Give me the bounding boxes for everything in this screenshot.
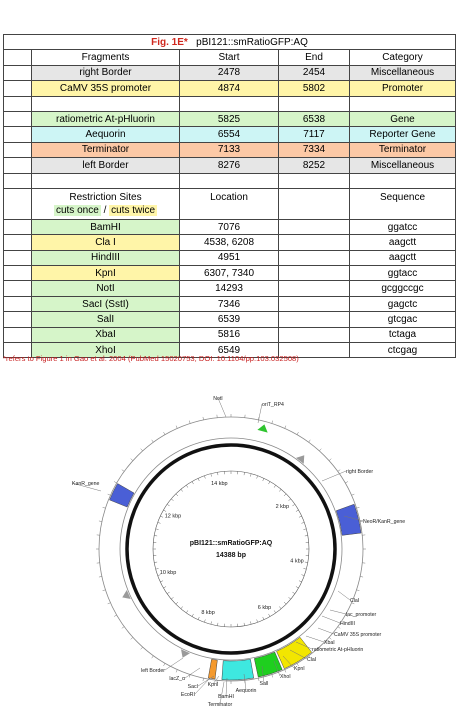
scale-tick (211, 621, 212, 624)
site-name: SacI (SstI) (32, 296, 180, 311)
scale-tick (204, 476, 205, 479)
scale-tick (305, 562, 308, 563)
kanr-gene-feature (110, 484, 134, 508)
scale-tick (274, 610, 276, 612)
fragment-name: Terminator (32, 142, 180, 157)
outer-tick (203, 417, 204, 420)
map-label-bamHI: BamHI (218, 694, 234, 700)
map-label-claI-top: ClaI (350, 598, 360, 604)
map-label-claI-low: ClaI (307, 657, 317, 663)
scale-tick (305, 535, 308, 536)
map-label-lacZ: lacZ_α (169, 676, 185, 682)
outer-tick (99, 521, 102, 522)
fragment-end: 8252 (279, 158, 350, 173)
scale-tick (154, 562, 157, 563)
scale-tick-label: 4 kbp (290, 558, 304, 565)
table-title (4, 35, 456, 50)
fragment-start (180, 96, 279, 111)
site-sequence: ctcgag (350, 343, 456, 358)
site-name: XbaI (32, 327, 180, 342)
map-label-hindIII: HindIII (340, 621, 355, 627)
outer-tick (345, 482, 348, 484)
site-name: XhoI (32, 343, 180, 358)
map-label-kpnI-left: KpnI (207, 682, 219, 688)
fragment-end: 7117 (279, 127, 350, 142)
outer-tick (285, 426, 286, 429)
label-leader-line (306, 636, 324, 642)
spacer-row (4, 173, 456, 188)
scale-tick (156, 568, 159, 569)
outer-tick (164, 432, 166, 435)
scale-tick (263, 478, 264, 481)
scale-tick (154, 535, 157, 536)
fragment-category: Miscellaneous (350, 65, 456, 80)
scale-tick (211, 474, 212, 477)
pHluorin-feature (254, 652, 282, 677)
fragment-name: Aequorin (32, 127, 180, 142)
scale-tick (158, 522, 161, 523)
outer-tick (108, 603, 111, 604)
fragment-start: 7133 (180, 142, 279, 157)
scale-tick (299, 516, 302, 517)
outer-tick (285, 670, 286, 673)
scale-tick-label: 2 kbp (275, 503, 290, 510)
site-sequence: gtcgac (350, 312, 456, 327)
orit-marker (257, 424, 267, 432)
scale-tick (292, 504, 294, 506)
scale-tick-label: 14 kbp (211, 481, 228, 488)
fragment-category: Terminator (350, 142, 456, 157)
site-name: HindIII (32, 250, 180, 265)
scale-tick (167, 504, 169, 506)
plasmid-info-table (3, 34, 456, 358)
outer-tick (164, 663, 166, 666)
label-leader-line (338, 591, 350, 600)
restriction-site-row (4, 296, 456, 311)
outer-tick (114, 482, 117, 484)
fragment-name: ratiometric At-pHluorin (32, 111, 180, 126)
restriction-site-row (4, 266, 456, 281)
restriction-site-row (4, 312, 456, 327)
restriction-sites-title: Restriction Sites (69, 191, 142, 203)
outer-tick (357, 507, 360, 508)
scale-tick (301, 575, 304, 576)
outer-tick (352, 494, 355, 495)
fragment-category: Reporter Gene (350, 127, 456, 142)
fragment-name: left Border (32, 158, 180, 173)
map-label-sacI: SacI (187, 684, 198, 690)
outer-tick (189, 421, 190, 424)
legend-cuts-once: cuts once (55, 204, 99, 216)
fragment-name: CaMV 35S promoter (32, 81, 180, 96)
fragment-start: 5825 (180, 111, 279, 126)
map-plasmid-name: pBI121::smRatioGFP:AQ (189, 540, 273, 547)
header-end: End (279, 50, 350, 65)
fragment-row (4, 111, 456, 126)
header-location-label: Location (210, 191, 248, 203)
restriction-site-row (4, 219, 456, 234)
site-sequence: aagctt (350, 250, 456, 265)
outer-tick (103, 590, 106, 591)
restriction-header-row (4, 188, 456, 219)
label-leader-line (318, 628, 334, 634)
fragment-row (4, 96, 456, 111)
legend-cuts-twice: cuts twice (111, 204, 156, 216)
scale-tick (204, 619, 205, 622)
scale-tick (292, 592, 294, 594)
map-label-ecoRI: EcoRI (180, 692, 195, 698)
fragment-end: 6538 (279, 111, 350, 126)
outer-tick (152, 440, 154, 442)
outer-tick (297, 432, 299, 435)
scale-tick (163, 587, 166, 589)
header-restriction-sites (32, 188, 180, 219)
outer-tick (203, 678, 204, 681)
scale-tick (171, 597, 173, 599)
outer-tick (176, 670, 177, 673)
title-row (4, 35, 456, 50)
map-label-neo: NeoR/KanR_gene (363, 519, 406, 525)
site-location: 7346 (180, 296, 279, 311)
map-label-left-border: left Border (141, 668, 165, 674)
neo-kanr-feature (336, 504, 361, 535)
site-name: SalI (32, 312, 180, 327)
scale-tick (192, 481, 194, 484)
plasmid-title: pBI121::smRatioGFP:AQ (196, 36, 308, 48)
scale-tick (250, 621, 251, 624)
map-label-xbaI: XbaI (324, 640, 335, 646)
outer-tick (108, 494, 111, 495)
map-label-right-border: right Border (346, 469, 374, 475)
scale-tick-label: 6 kbp (257, 605, 272, 612)
scale-tick (296, 510, 299, 512)
fragment-name: right Border (32, 65, 180, 80)
outer-tick (152, 656, 154, 658)
outer-tick (99, 576, 102, 577)
scale-tick (176, 602, 178, 604)
scale-tick (163, 510, 166, 512)
scale-tick (217, 623, 218, 626)
site-sequence: ggtacc (350, 266, 456, 281)
site-location: 4951 (180, 250, 279, 265)
outer-tick (114, 615, 117, 617)
scale-tick-label: 12 kbp (164, 513, 182, 520)
site-location: 6549 (180, 343, 279, 358)
map-label-xhoI: XhoI (280, 674, 291, 680)
terminator-feature (208, 659, 217, 679)
site-location: 6307, 7340 (180, 266, 279, 281)
scale-tick (299, 581, 302, 582)
site-name: Cla I (32, 235, 180, 250)
header-fragments: Fragments (32, 50, 180, 65)
site-location: 7076 (180, 219, 279, 234)
outer-tick (309, 440, 311, 442)
site-location: 6539 (180, 312, 279, 327)
fragment-end: 5802 (279, 81, 350, 96)
fragment-row (4, 142, 456, 157)
camv-feature (277, 637, 312, 668)
site-sequence: ggatcc (350, 219, 456, 234)
scale-tick-label: 8 kbp (201, 609, 215, 616)
outer-tick (272, 421, 273, 424)
map-label-salI: SalI (259, 681, 269, 687)
map-label-lac-promoter: lac_promoter (346, 612, 377, 618)
scale-tick (303, 529, 306, 530)
fragment-row (4, 65, 456, 80)
scale-tick (192, 614, 194, 617)
fragment-start: 4874 (180, 81, 279, 96)
footnote: *refers to Figure 1 in Gao et al. 2004 (PubMed 15020753; DOI: 10.1104/pp.103.032508) (3, 354, 299, 363)
outer-tick (122, 627, 124, 629)
fragment-name (32, 96, 180, 111)
fragment-end: 7334 (279, 142, 350, 157)
site-location: 4538, 6208 (180, 235, 279, 250)
outer-tick (176, 426, 177, 429)
scale-tick (186, 610, 188, 612)
scale-tick (181, 606, 183, 608)
site-name: KpnI (32, 266, 180, 281)
restriction-site-row (4, 327, 456, 342)
scale-tick (269, 481, 271, 484)
fragment-category: Gene (350, 111, 456, 126)
label-leader-line (330, 610, 346, 614)
scale-tick (181, 489, 183, 491)
outer-tick (272, 675, 273, 678)
scale-tick (269, 614, 271, 617)
scale-tick (279, 606, 281, 608)
map-label-kpnI-right: KpnI (294, 666, 305, 672)
restriction-site-row (4, 235, 456, 250)
scale-tick (274, 485, 276, 487)
restriction-site-row (4, 281, 456, 296)
cut-legend (34, 204, 177, 217)
fragment-start: 2478 (180, 65, 279, 80)
outer-tick (360, 576, 363, 577)
fragment-end (279, 96, 350, 111)
map-label-camv: CaMV 35S promoter (334, 632, 382, 638)
restriction-site-row (4, 250, 456, 265)
site-sequence: gagctc (350, 296, 456, 311)
scale-tick (198, 617, 199, 620)
scale-tick (288, 499, 290, 501)
outer-tick (131, 637, 133, 639)
header-location (180, 188, 279, 219)
scale-tick (171, 499, 173, 501)
scale-tick (156, 529, 159, 530)
site-location: 14293 (180, 281, 279, 296)
site-sequence: tctaga (350, 327, 456, 342)
fragment-row (4, 158, 456, 173)
fragment-category (350, 96, 456, 111)
fragment-end: 2454 (279, 65, 350, 80)
scale-tick (288, 597, 290, 599)
outer-tick (357, 590, 360, 591)
site-sequence: gcggccgc (350, 281, 456, 296)
outer-tick (122, 470, 124, 472)
outer-tick (103, 507, 106, 508)
map-plasmid-size: 14388 bp (216, 552, 246, 559)
scale-tick-label: 10 kbp (159, 569, 177, 576)
outer-tick (131, 459, 133, 461)
outer-tick (141, 449, 143, 451)
map-label-oriT: oriT_RP4 (262, 402, 284, 408)
scale-tick (284, 494, 286, 496)
scale-tick (250, 474, 251, 477)
scale-tick (244, 472, 245, 475)
scale-tick (284, 602, 286, 604)
header-sequence (350, 188, 456, 219)
plasmid-map (0, 388, 462, 709)
label-leader-line (322, 616, 340, 623)
map-label-notI: NotI (213, 396, 223, 402)
scale-tick (244, 623, 245, 626)
label-leader-line (322, 471, 346, 481)
map-label-pHluorin: ratiometric At-pHluorin (312, 647, 364, 653)
fragment-category: Promoter (350, 81, 456, 96)
map-label-terminator: Terminator (207, 702, 233, 708)
header-category: Category (350, 50, 456, 65)
scale-tick (257, 476, 258, 479)
fragment-category: Miscellaneous (350, 158, 456, 173)
site-sequence: aagctt (350, 235, 456, 250)
map-label-kanR: KanR_gene (72, 481, 100, 487)
scale-tick (303, 568, 306, 569)
scale-tick (217, 472, 218, 475)
scale-tick (301, 522, 304, 523)
outer-tick (141, 647, 143, 649)
scale-tick (257, 619, 258, 622)
outer-tick (329, 459, 331, 461)
header-start: Start (180, 50, 279, 65)
aequorin-feature (222, 659, 254, 680)
fragment-row (4, 127, 456, 142)
scale-tick (160, 516, 163, 517)
label-leader-line (220, 682, 224, 704)
legend-separator: / (103, 204, 107, 216)
scale-tick (198, 478, 199, 481)
fragment-start: 8276 (180, 158, 279, 173)
scale-tick (176, 494, 178, 496)
fragment-row (4, 81, 456, 96)
scale-tick (167, 592, 169, 594)
fragment-start: 6554 (180, 127, 279, 142)
scale-tick (186, 485, 188, 487)
scale-tick (279, 489, 281, 491)
figure-reference: Fig. 1E* (151, 36, 188, 48)
outer-tick (338, 470, 340, 472)
scale-tick (296, 587, 299, 589)
backbone-circle (127, 445, 335, 653)
map-label-aequorin: Aequorin (235, 688, 257, 694)
fragments-header-row (4, 50, 456, 65)
site-location: 5816 (180, 327, 279, 342)
outer-tick (319, 449, 321, 451)
site-name: NotI (32, 281, 180, 296)
scale-tick (263, 617, 264, 620)
header-sequence-label: Sequence (379, 191, 426, 203)
site-name: BamHI (32, 219, 180, 234)
scale-tick (160, 581, 163, 582)
